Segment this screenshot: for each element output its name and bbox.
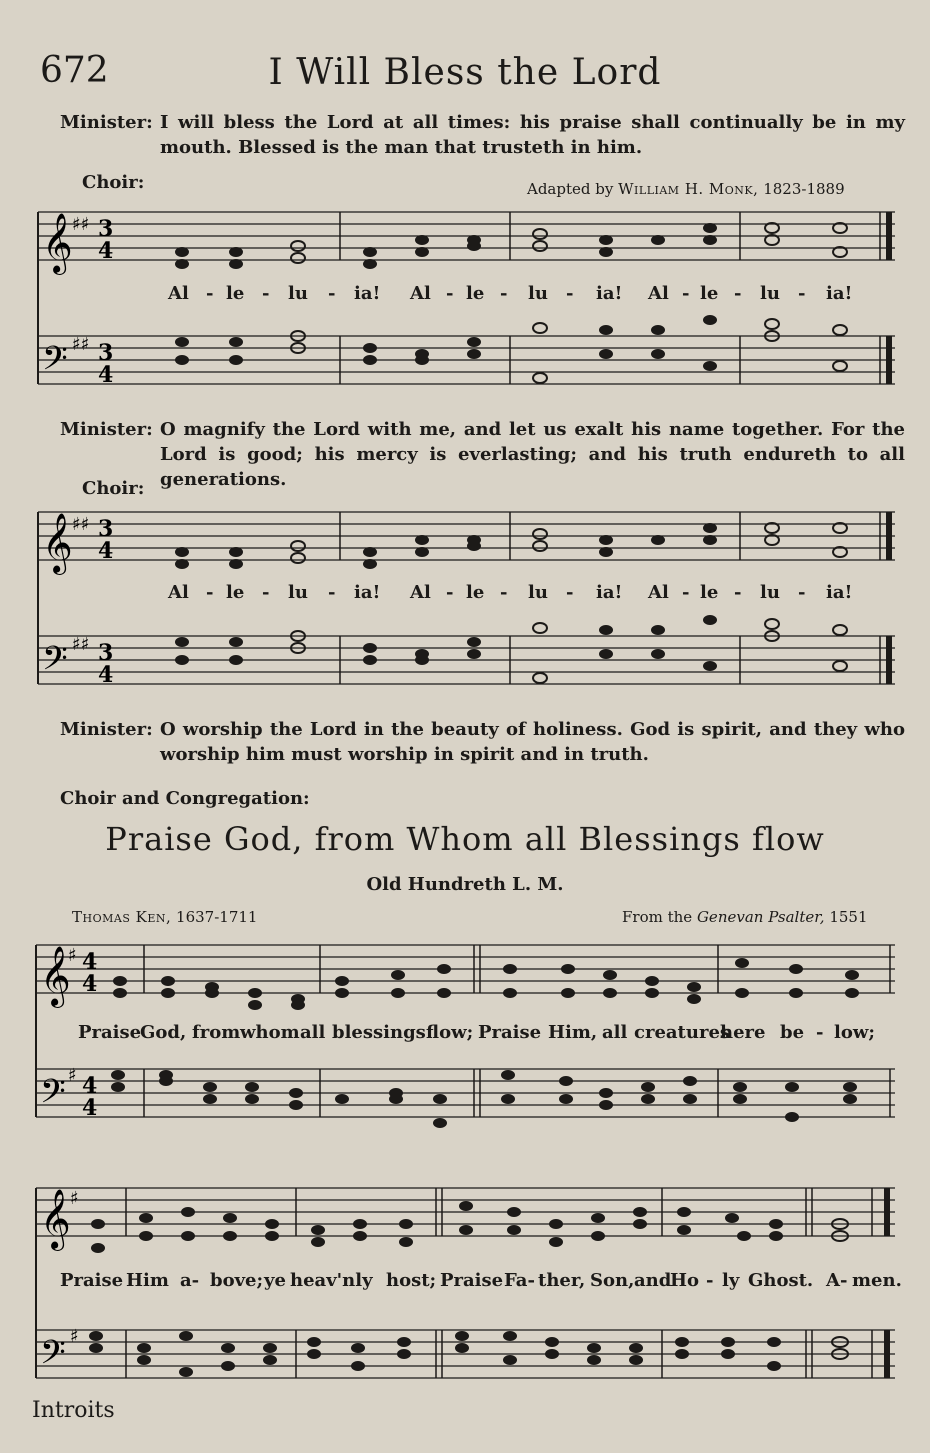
key-sharp-icon: ♯♯ <box>72 634 90 655</box>
key-sharp-icon: ♯ <box>70 1188 79 1209</box>
key-sharp-icon: ♯♯ <box>72 214 90 235</box>
treble-clef-icon: 𝄞 <box>40 946 71 1006</box>
key-sharp-icon: ♯ <box>68 945 77 966</box>
lyric-syllable: - <box>798 283 806 304</box>
lyric-word: - <box>706 1270 714 1291</box>
lyric-syllable: le <box>466 582 485 603</box>
lyric-word: ther, <box>538 1270 586 1291</box>
lyric-syllable: - <box>682 283 690 304</box>
hymn-title: I Will Bless the Lord <box>268 52 662 93</box>
lyric-syllable: - <box>566 582 574 603</box>
time-signature-top: 3 <box>98 340 114 366</box>
lyric-syllable: lu <box>760 582 780 603</box>
treble-clef-icon: 𝄞 <box>42 213 73 273</box>
time-signature-top: 4 <box>82 1073 98 1099</box>
lyric-word: and <box>634 1270 672 1291</box>
attribution-prefix: Adapted by <box>527 180 614 198</box>
lyric-syllable: - <box>328 283 336 304</box>
lyric-word: God, <box>140 1022 187 1043</box>
lyric-word: - <box>816 1022 824 1043</box>
lyric-word: here <box>720 1022 766 1043</box>
lyric-word: Praise <box>440 1270 504 1291</box>
choir-label: Choir: <box>82 172 145 193</box>
time-signature-top: 3 <box>98 640 114 666</box>
lyric-word: Praise <box>78 1022 142 1043</box>
treble-staff <box>36 945 895 993</box>
minister-label: Minister: <box>60 719 153 740</box>
lyric-word: flow; <box>426 1022 474 1043</box>
bass-clef-icon: 𝄢 <box>40 1334 66 1380</box>
bass-clef-icon: 𝄢 <box>42 340 68 386</box>
attribution-name: William H. Monk, <box>618 180 759 198</box>
lyric-syllable: - <box>206 582 214 603</box>
doxology-lyrics-1 <box>0 1022 930 1046</box>
key-sharp-icon: ♯♯ <box>72 514 90 535</box>
lyric-syllable: - <box>206 283 214 304</box>
source-year: 1551 <box>829 908 868 926</box>
music-source <box>622 908 868 926</box>
treble-clef-icon: 𝄞 <box>42 513 73 573</box>
lyric-word: blessings <box>332 1022 426 1043</box>
lyric-syllable: - <box>262 582 270 603</box>
doxology-title: Praise God, from Whom all Blessings flow <box>105 820 825 858</box>
lyric-word: all <box>602 1022 628 1043</box>
time-signature-bottom: 4 <box>82 971 98 997</box>
lyric-syllable: Al <box>168 582 189 603</box>
author-years: 1637-1711 <box>176 908 258 926</box>
lyric-word: Ho <box>670 1270 700 1291</box>
minister-verse-1 <box>60 110 905 160</box>
time-signature-top: 3 <box>98 216 114 242</box>
lyric-syllable: le <box>226 582 245 603</box>
lyric-word: whom <box>240 1022 300 1043</box>
time-signature-bottom: 4 <box>98 362 114 388</box>
key-sharp-icon: ♯ <box>70 1326 79 1347</box>
lyric-syllable: lu <box>528 582 548 603</box>
text-author <box>72 908 257 926</box>
lyric-syllable: - <box>734 283 742 304</box>
minister-text: O magnify the Lord with me, and let us exalt his name together. For the Lord is good; his mercy is everlasting; and his truth endureth to all generations. <box>160 419 905 490</box>
lyric-word: bove; <box>210 1270 264 1291</box>
lyric-syllable: Al <box>410 283 431 304</box>
lyric-syllable: - <box>566 283 574 304</box>
lyric-syllable: le <box>466 283 485 304</box>
lyric-syllable: - <box>328 582 336 603</box>
minister-verse-2 <box>60 417 905 492</box>
lyric-word: Ghost. <box>748 1270 814 1291</box>
minister-text: I will bless the Lord at all times: his praise shall continually be in my mouth. Blessed is the man that trusteth in him. <box>160 112 905 158</box>
lyric-word: Him, <box>548 1022 598 1043</box>
lyric-syllable: - <box>682 582 690 603</box>
attribution-years: 1823-1889 <box>763 180 845 198</box>
lyric-syllable: - <box>446 582 454 603</box>
lyric-syllable: - <box>734 582 742 603</box>
lyric-word: Praise <box>478 1022 542 1043</box>
lyric-word: all <box>300 1022 326 1043</box>
hymn-number: 672 <box>40 50 109 91</box>
lyric-word: host; <box>386 1270 437 1291</box>
time-signature-top: 3 <box>98 516 114 542</box>
choir-label: Choir: <box>82 478 145 499</box>
lyric-syllable: - <box>500 582 508 603</box>
lyric-word: A- <box>826 1270 848 1291</box>
lyric-word: ye <box>264 1270 286 1291</box>
source-prefix: From the <box>622 908 693 926</box>
time-signature-bottom: 4 <box>82 1095 98 1121</box>
alleluia-lyrics-1 <box>0 283 930 307</box>
tune-name: Old Hundreth L. M. <box>366 874 564 895</box>
lyric-syllable: le <box>700 582 719 603</box>
lyric-syllable: - <box>262 283 270 304</box>
author-name: Thomas Ken, <box>72 908 172 926</box>
time-signature-bottom: 4 <box>98 238 114 264</box>
lyric-syllable: lu <box>288 582 308 603</box>
lyric-syllable: ia! <box>826 582 853 603</box>
lyric-word: creatures <box>634 1022 731 1043</box>
lyric-word: low; <box>834 1022 875 1043</box>
lyric-syllable: le <box>226 283 245 304</box>
choir-congregation-label: Choir and Congregation: <box>60 788 310 809</box>
bass-clef-icon: 𝄢 <box>40 1073 66 1119</box>
lyric-syllable: - <box>500 283 508 304</box>
music-attribution <box>527 180 845 198</box>
minister-text: O worship the Lord in the beauty of holiness. God is spirit, and they who worship him must worship in spirit and in truth. <box>160 719 905 765</box>
lyric-syllable: Al <box>648 283 669 304</box>
lyric-syllable: - <box>446 283 454 304</box>
bass-staff <box>38 336 895 384</box>
lyric-syllable: lu <box>760 283 780 304</box>
alleluia-lyrics-2 <box>0 582 930 606</box>
time-signature-top: 4 <box>82 949 98 975</box>
lyric-syllable: lu <box>288 283 308 304</box>
lyric-word: Praise <box>60 1270 124 1291</box>
treble-clef-icon: 𝄞 <box>40 1189 71 1249</box>
lyric-syllable: Al <box>168 283 189 304</box>
lyric-word: Son, <box>590 1270 635 1291</box>
lyric-syllable: Al <box>648 582 669 603</box>
minister-verse-3 <box>60 717 905 767</box>
lyric-word: from <box>192 1022 241 1043</box>
lyric-syllable: ia! <box>354 582 381 603</box>
key-sharp-icon: ♯ <box>68 1065 77 1086</box>
lyric-syllable: ia! <box>826 283 853 304</box>
page-footer-section: Introits <box>32 1398 115 1423</box>
key-sharp-icon: ♯♯ <box>72 334 90 355</box>
lyric-syllable: ia! <box>354 283 381 304</box>
lyric-word: ly <box>722 1270 740 1291</box>
source-title: Genevan Psalter, <box>696 908 825 926</box>
lyric-word: a- <box>180 1270 200 1291</box>
lyric-word: heav'nly <box>290 1270 373 1291</box>
lyric-syllable: lu <box>528 283 548 304</box>
doxology-lyrics-2 <box>0 1270 930 1294</box>
lyric-word: Him <box>126 1270 169 1291</box>
lyric-syllable: Al <box>410 582 431 603</box>
lyric-word: Fa- <box>504 1270 535 1291</box>
minister-label: Minister: <box>60 112 153 133</box>
bass-staff <box>38 636 895 684</box>
lyric-syllable: ia! <box>596 582 623 603</box>
lyric-word: be <box>780 1022 805 1043</box>
time-signature-bottom: 4 <box>98 662 114 688</box>
time-signature-bottom: 4 <box>98 538 114 564</box>
bass-clef-icon: 𝄢 <box>42 640 68 686</box>
lyric-syllable: le <box>700 283 719 304</box>
lyric-word: men. <box>852 1270 902 1291</box>
lyric-syllable: ia! <box>596 283 623 304</box>
minister-label: Minister: <box>60 419 153 440</box>
lyric-syllable: - <box>798 582 806 603</box>
